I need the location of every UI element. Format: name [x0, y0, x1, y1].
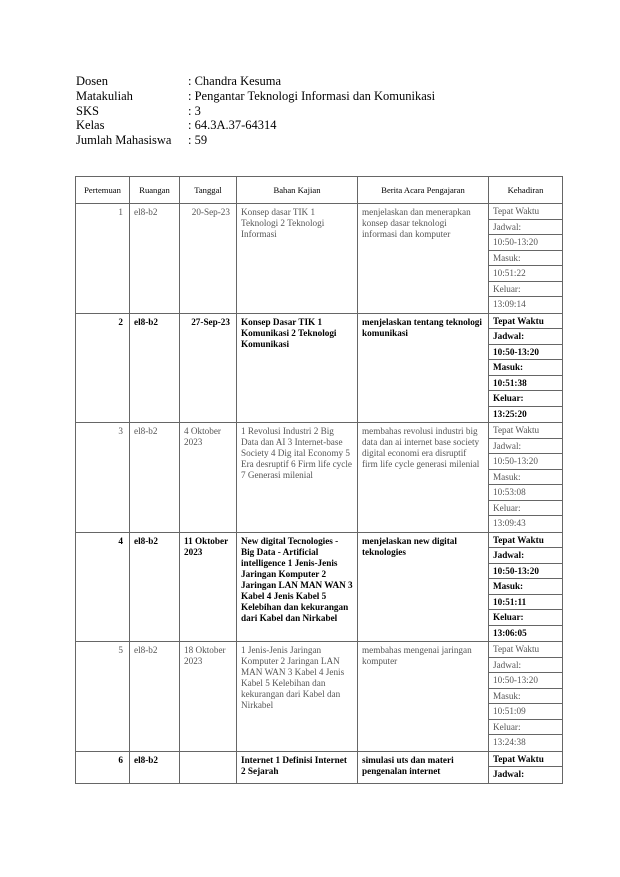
sks-label: SKS [76, 103, 99, 118]
kehadiran-masuk-label: Masuk: [489, 470, 562, 486]
kehadiran-keluar-label: Keluar: [489, 282, 562, 298]
dosen-value: : Chandra Kesuma [188, 74, 282, 88]
kehadiran-keluar-value: 13:09:14 [493, 299, 526, 309]
kehadiran-masuk-label: Masuk: [489, 251, 562, 267]
kehadiran-keluar-value: 13:06:05 [493, 627, 527, 638]
kehadiran-status: Tepat Waktu [489, 533, 562, 549]
pertemuan-cell: 2 [76, 313, 130, 423]
table-header-row [76, 177, 563, 204]
bahan-kajian-cell: New digital Tecnologies - Big Data - Artificial intelligence 1 Jenis-Jenis Jaringan Komputer 2 Jaringan LAN MAN WAN 3 Kabel 4 Jenis Kabel 5 Kelebihan dan kekurangan dari Kabel dan Nirkabel [237, 532, 358, 642]
col-header-ruangan: Ruangan [130, 177, 180, 204]
ruangan-cell: el8-b2 [130, 423, 180, 533]
pertemuan-cell: 4 [76, 532, 130, 642]
kehadiran-cell [489, 204, 563, 314]
kehadiran-keluar-value: 13:24:38 [493, 737, 526, 747]
col-header-tanggal: Tanggal [180, 177, 237, 204]
kehadiran-jadwal-value: 10:50-13:20 [489, 235, 562, 251]
berita-acara-cell: menjelaskan tentang teknologi komunikasi [358, 313, 489, 423]
pertemuan-cell: 5 [76, 642, 130, 752]
jumlah-mahasiswa-value: : 59 [188, 133, 208, 148]
tanggal-cell: 27-Sep-23 [180, 313, 237, 423]
tanggal-cell: 11 Oktober 2023 [180, 532, 237, 642]
ruangan-cell: el8-b2 [130, 313, 180, 423]
ruangan-cell: el8-b2 [130, 204, 180, 314]
berita-acara-cell: menjelaskan dan menerapkan konsep dasar teknologi informasi dan komputer [358, 204, 489, 314]
col-header-kehadiran: Kehadiran [489, 177, 563, 204]
kehadiran-status: Tepat Waktu [489, 423, 562, 439]
kehadiran-cell [489, 751, 563, 783]
tanggal-cell: 4 Oktober 2023 [180, 423, 237, 533]
col-header-bahan-kajian: Bahan Kajian [237, 177, 358, 204]
kehadiran-jadwal-label: Jadwal: [489, 548, 562, 564]
jumlah-mahasiswa-row [76, 133, 435, 148]
kehadiran-jadwal-value: 10:50-13:20 [489, 454, 562, 470]
table-row [76, 751, 563, 783]
matakuliah-label: Matakuliah [76, 88, 133, 103]
ruangan-cell: el8-b2 [130, 532, 180, 642]
kehadiran-masuk-label: Masuk: [489, 689, 562, 705]
dosen-row [76, 74, 435, 89]
kehadiran-jadwal-value: 10:50-13:20 [489, 673, 562, 689]
kehadiran-status: Tepat Waktu [489, 642, 562, 658]
kehadiran-status: Tepat Waktu [489, 752, 562, 768]
kehadiran-jadwal-label: Jadwal: [493, 769, 525, 779]
kehadiran-cell [489, 642, 563, 752]
kehadiran-cell [489, 532, 563, 642]
kelas-label: Kelas [76, 118, 105, 133]
jumlah-mahasiswa-label: Jumlah Mahasiswa [76, 133, 172, 148]
kehadiran-jadwal-value: 10:50-13:20 [489, 345, 562, 361]
kehadiran-keluar-value: 13:09:43 [493, 518, 526, 528]
kehadiran-cell [489, 313, 563, 423]
kehadiran-keluar-label: Keluar: [489, 391, 562, 407]
bahan-kajian-cell: 1 Revolusi Industri 2 Big Data dan AI 3 Internet-base Society 4 Dig ital Economy 5 Era desruptif 6 Firm life cycle 7 Generasi milenial [237, 423, 358, 533]
dosen-label: Dosen [76, 74, 108, 88]
bahan-kajian-cell: Konsep Dasar TIK 1 Komunikasi 2 Teknologi Komunikasi [237, 313, 358, 423]
ruangan-cell: el8-b2 [130, 642, 180, 752]
kehadiran-masuk-value: 10:53:08 [489, 485, 562, 501]
table-row [76, 423, 563, 533]
kehadiran-masuk-value: 10:51:09 [489, 704, 562, 720]
berita-acara-cell: membahas revolusi industri big data dan ai internet base society digital economi era disruptif firm life cycle generasi milenial [358, 423, 489, 533]
kehadiran-cell [489, 423, 563, 533]
table-row [76, 204, 563, 314]
matakuliah-row [76, 89, 435, 104]
table-row [76, 532, 563, 642]
kehadiran-status: Tepat Waktu [489, 314, 562, 330]
kehadiran-keluar-label: Keluar: [489, 610, 562, 626]
kehadiran-masuk-label: Masuk: [489, 579, 562, 595]
tanggal-cell: 20-Sep-23 [180, 204, 237, 314]
kelas-row [76, 118, 435, 133]
berita-acara-cell: membahas mengenai jaringan komputer [358, 642, 489, 752]
kehadiran-jadwal-label: Jadwal: [489, 439, 562, 455]
matakuliah-value: : Pengantar Teknologi Informasi dan Komunikasi [188, 88, 436, 103]
kehadiran-keluar-label: Keluar: [489, 720, 562, 736]
kehadiran-keluar-value: 13:25:20 [493, 408, 527, 419]
kehadiran-jadwal-label: Jadwal: [489, 329, 562, 345]
kehadiran-jadwal-value: 10:50-13:20 [489, 564, 562, 580]
col-header-pertemuan: Pertemuan [76, 177, 130, 204]
pertemuan-cell: 1 [76, 204, 130, 314]
berita-acara-cell: simulasi uts dan materi pengenalan internet [358, 751, 489, 783]
kehadiran-masuk-value: 10:51:11 [489, 595, 562, 611]
bahan-kajian-cell: Konsep dasar TIK 1 Teknologi 2 Teknologi Informasi [237, 204, 358, 314]
sks-value: : 3 [188, 103, 201, 118]
bahan-kajian-cell: 1 Jenis-Jenis Jaringan Komputer 2 Jaringan LAN MAN WAN 3 Kabel 4 Jenis Kabel 5 Kelebihan dan kekurangan dari Kabel dan Nirkabel [237, 642, 358, 752]
pertemuan-cell: 3 [76, 423, 130, 533]
kehadiran-masuk-label: Masuk: [489, 360, 562, 376]
bahan-kajian-cell: Internet 1 Definisi Internet 2 Sejarah [237, 751, 358, 783]
kehadiran-jadwal-label: Jadwal: [489, 220, 562, 236]
table-row [76, 313, 563, 423]
berita-acara-cell: menjelaskan new digital teknologies [358, 532, 489, 642]
tanggal-cell: 18 Oktober 2023 [180, 642, 237, 752]
kehadiran-masuk-value: 10:51:22 [489, 266, 562, 282]
ruangan-cell: el8-b2 [130, 751, 180, 783]
kehadiran-masuk-value: 10:51:38 [489, 376, 562, 392]
tanggal-cell [180, 751, 237, 783]
col-header-berita-acara: Berita Acara Pengajaran [358, 177, 489, 204]
header-info [76, 74, 435, 148]
kehadiran-keluar-label: Keluar: [489, 501, 562, 517]
attendance-table [75, 176, 563, 784]
pertemuan-cell: 6 [76, 751, 130, 783]
sks-row [76, 104, 435, 119]
kehadiran-jadwal-label: Jadwal: [489, 658, 562, 674]
kelas-value: : 64.3A.37-64314 [188, 118, 277, 133]
kehadiran-status: Tepat Waktu [489, 204, 562, 220]
table-row [76, 642, 563, 752]
